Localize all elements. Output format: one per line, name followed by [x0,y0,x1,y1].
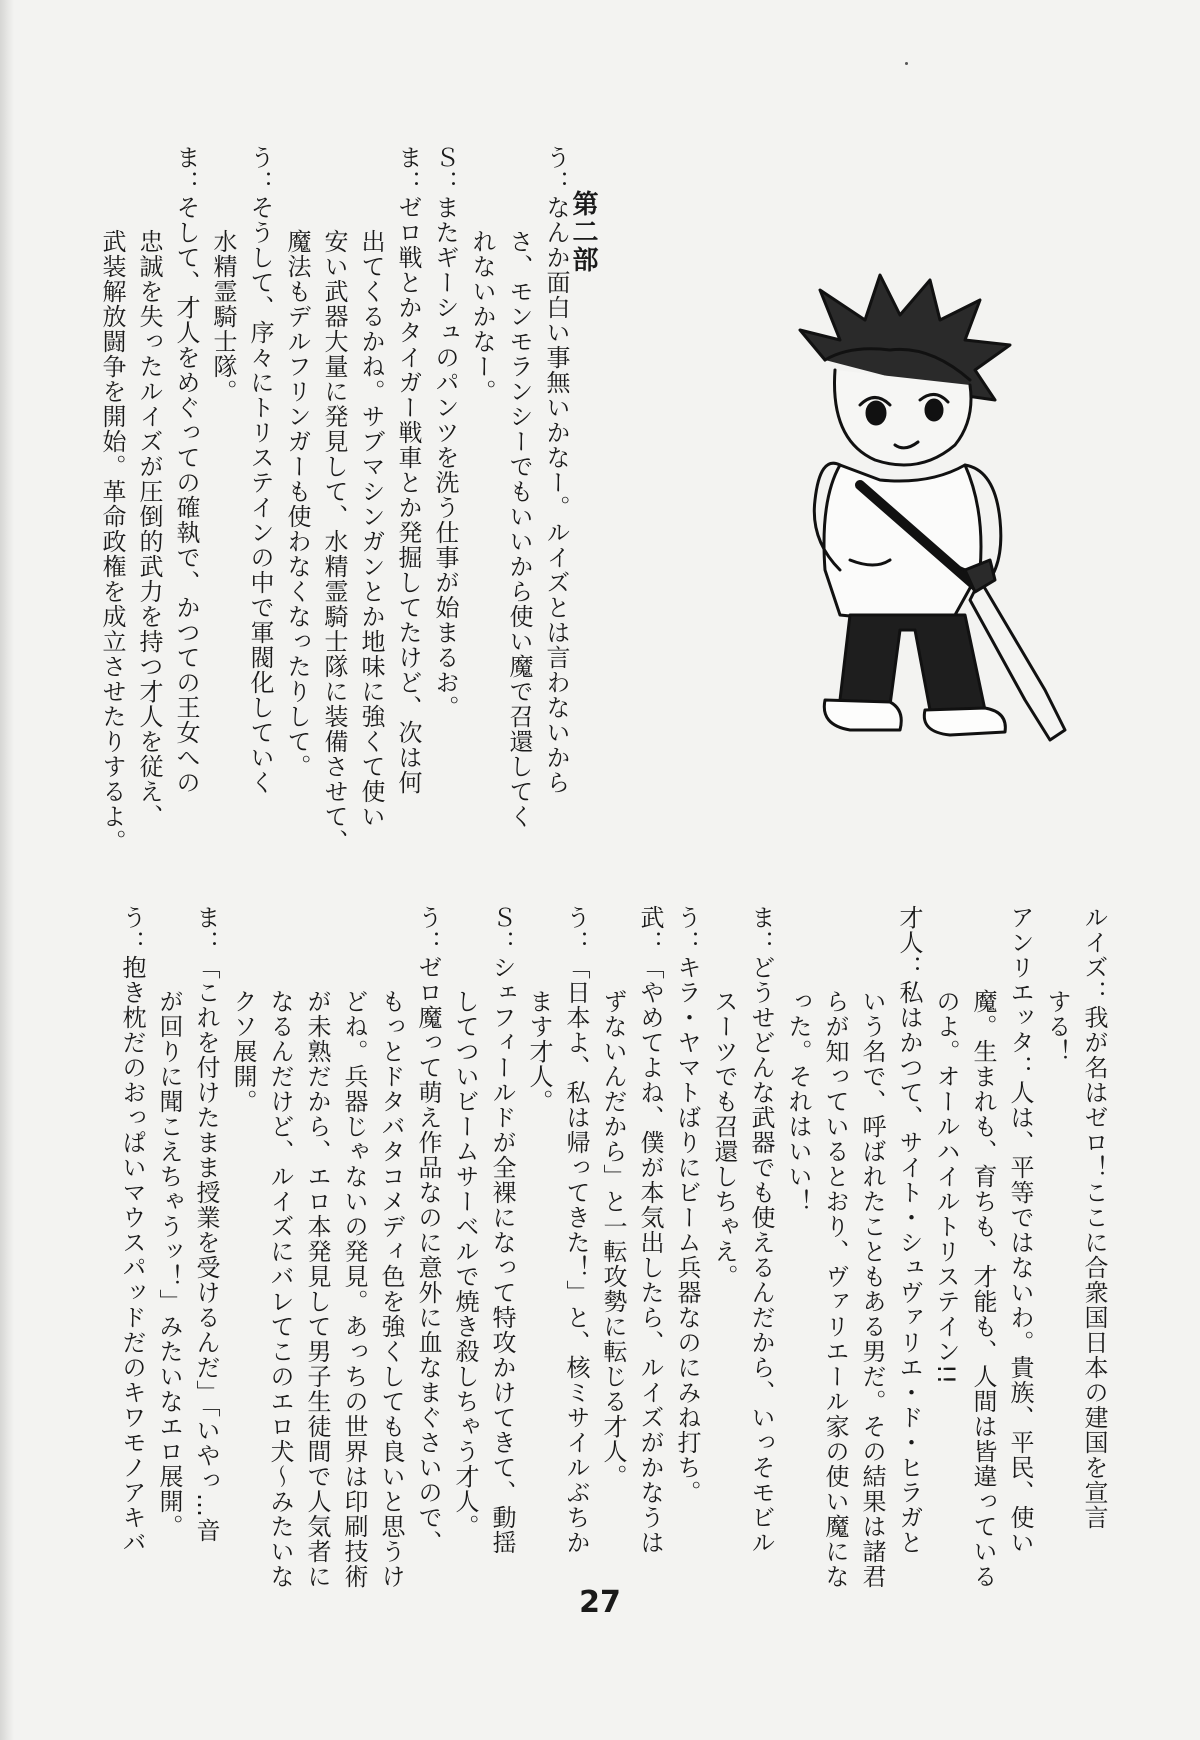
dialogue-line: 忠誠を失ったルイズが圧倒的武力を持つ才人を従え、 [135,229,163,829]
dialogue-line: う：キラ・ヤマトばりにビーム兵器なのにみね打ち。 [673,905,701,1505]
dialogue-line: ま：ゼロ戦とかタイガー戦車とか発掘してたけど、次は何 [394,145,422,795]
dialogue-line: アンリエッタ：人は、平等ではないわ。貴族、平民、使い [1006,905,1034,1555]
dialogue-line: が回りに聞こえちゃうッ！」みたいなエロ展開。 [155,989,183,1539]
upper-dialogue-column [93,145,602,854]
dialogue-line: もっとドタバタコメディ色を強くしても良いと思うけ [377,989,405,1589]
dialogue-line: ルイズ：我が名はゼロ！ここに合衆国日本の建国を宣言 [1080,905,1108,1530]
dialogue-line: 才人：私はかつて、サイト・シュヴァリエ・ド・ヒラガと [895,905,923,1555]
dialogue-line: ま：そして、才人をめぐっての確執で、かつての王女への [172,145,200,795]
dialogue-line: なるんだけど、ルイズにバレてこのエロ犬～みたいな [266,989,294,1589]
dialogue-line: ま：どうせどんな武器でも使えるんだから、いっそモビル [747,905,775,1555]
dialogue-line: 魔法もデルフリンガーも使わなくなったりして。 [283,229,311,779]
dialogue-line: クソ展開。 [229,989,257,1114]
dialogue-line: 武装解放闘争を開始。革命政権を成立させたりするよ。 [98,229,126,854]
dialogue-line: する！ [1043,989,1071,1064]
dialogue-line: う：そうして、序々にトリステインの中で軍閥化していく [246,145,274,795]
dialogue-line: Ｓ：シェフィールドが全裸になって特攻かけてきて、動揺 [488,905,516,1555]
dialogue-line: う：「日本よ、私は帰ってきた！」と、核ミサイルぶちか [562,905,590,1555]
page-number: 27 [579,1585,621,1620]
dialogue-line: れないかなー。 [468,229,496,404]
section-title: 第二部 [568,190,598,274]
dialogue-line: 出てくるかね。サブマシンガンとか地味に強くて使い [357,229,385,829]
chibi-character-with-sword-illustration [780,270,1080,760]
dialogue-line: 武：「やめてよね、僕が本気出したら、ルイズがかなうは [636,905,664,1555]
dialogue-line: ます才人。 [525,989,553,1114]
binding-shadow [0,0,14,1740]
dialogue-line: が未熟だから、エロ本発見して男子生徒間で人気者に [303,989,331,1589]
dialogue-line: らが知っているとおり、ヴァリエール家の使い魔にな [821,989,849,1589]
dialogue-line: 魔。生まれも、育ちも、才能も、人間は皆違っている [969,989,997,1589]
dust-speck [905,62,908,65]
dialogue-line: どね。兵器じゃないの発見。あっちの世界は印刷技術 [340,989,368,1589]
dialogue-line: う：なんか面白い事無いかなー。ルイズとは言わないから [542,145,570,795]
dialogue-line: う：抱き枕だのおっぱいマウスパッドだのキワモノアキバ [118,905,146,1555]
dialogue-line: う：ゼロ魔って萌え作品なのに意外に血なまぐさいので、 [414,905,442,1555]
dialogue-line: Ｓ：またギーシュのパンツを洗う仕事が始まるお。 [431,145,459,720]
dialogue-line: スーツでも召還しちゃえ。 [710,989,738,1289]
dialogue-line: さ、モンモランシーでもいいから使い魔で召還してく [505,229,533,829]
dialogue-line: 安い武器大量に発見して、水精霊騎士隊に装備させて、 [320,229,348,854]
dialogue-line: ま：「これを付けたまま授業を受けるんだ」「いやっ…音 [192,905,220,1543]
dialogue-line: いう名で、呼ばれたこともある男だ。その結果は諸君 [858,989,886,1589]
dialogue-line: のよ。オールハイルトリステイン!! [932,989,960,1386]
dialogue-line: った。それはいい！ [784,989,812,1214]
dialogue-line: してついビームサーベルで焼き殺しちゃう才人。 [451,989,479,1539]
dialogue-line: ずないんだから」と一転攻勢に転じる才人。 [599,989,627,1489]
dialogue-line: 水精霊騎士隊。 [209,229,237,404]
lower-dialogue-column [113,905,1112,1635]
